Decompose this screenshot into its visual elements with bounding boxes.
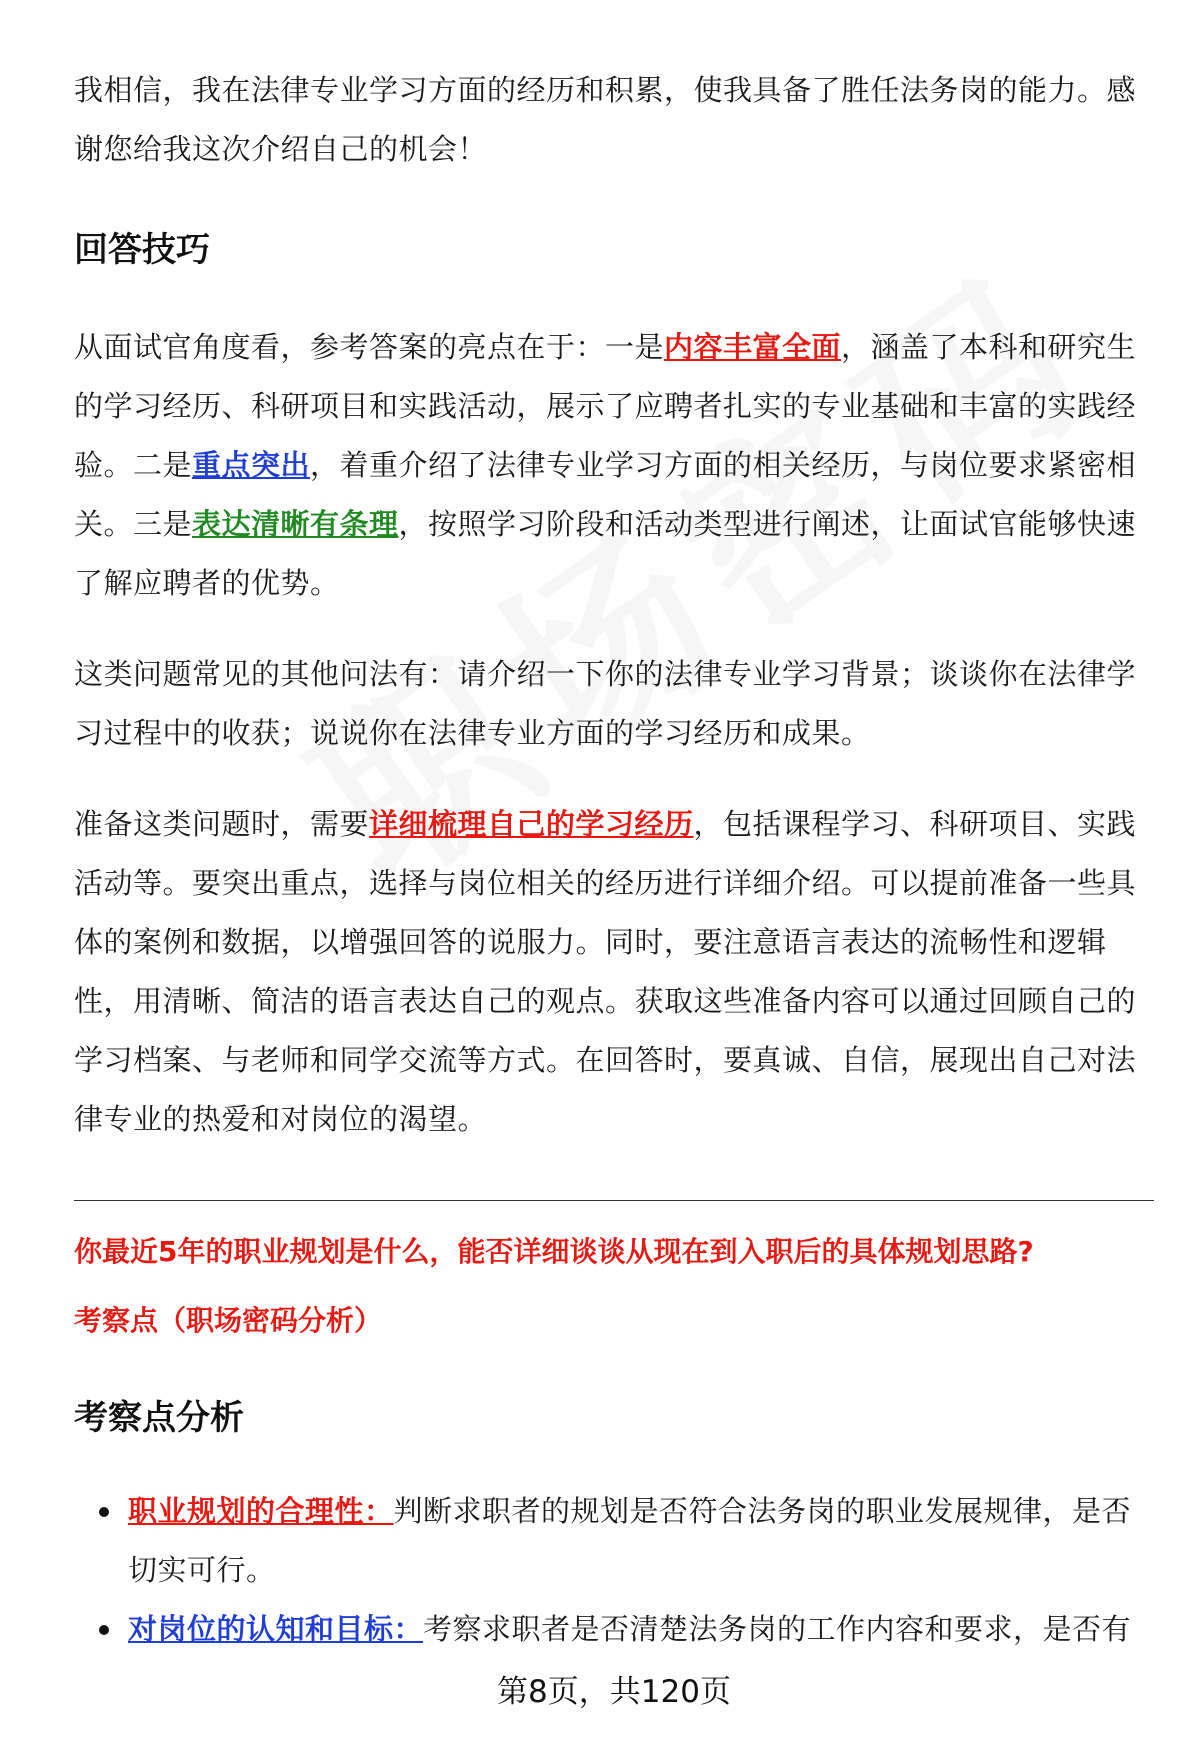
- text-run: 准备这类问题时，需要: [74, 807, 370, 841]
- assessment-label: 考察点（职场密码分析）: [74, 1304, 383, 1337]
- bullet-text: 考察求职者是否清楚法务岗的工作内容和要求，是否有: [423, 1612, 1132, 1646]
- text-run: ，涵盖了本科和研究生的学习经历、科研项目和实践活动，展示了应聘者扎实的专业基础和丰富的实践经验。二是: [74, 330, 1137, 482]
- bullet-text: 判断求职者的规划是否符合法务岗的职业发展规律，是否切实可行。: [128, 1494, 1132, 1587]
- bullet-icon: [99, 1625, 109, 1635]
- tips-heading: 回答技巧: [74, 230, 210, 270]
- tips-paragraph-preparation: [74, 795, 1154, 1149]
- text-run: 从面试官角度看，参考答案的亮点在于：一是: [74, 330, 665, 364]
- tips-paragraph-variants: 这类问题常见的其他问法有：请介绍一下你的法律专业学习背景；谈谈你在法律学习过程中的收获；说说你在法律专业方面的学习经历和成果。: [74, 657, 1137, 750]
- analysis-list: [74, 1482, 1154, 1659]
- highlight-clear: 表达清晰有条理: [192, 507, 399, 541]
- highlight-focused: 重点突出: [192, 448, 311, 482]
- page-number: 第8页，共120页: [497, 1674, 731, 1710]
- bullet-label: 职业规划的合理性：: [128, 1494, 394, 1528]
- text-run: ，包括课程学习、科研项目、实践活动等。要突出重点，选择与岗位相关的经历进行详细介绍。可以提前准备一些具体的案例和数据，以增强回答的说服力。同时，要注意语言表达的流畅性和逻辑性，用清晰、简洁的语言表达自己的观点。获取这些准备内容可以通过回顾自己的学习档案、与老师和同学交流等方式。在回答时，要真诚、自信，展现出自己对法律专业的热爱和对岗位的渴望。: [74, 807, 1137, 1136]
- list-item: [74, 1482, 1154, 1600]
- highlight-review-experience: 详细梳理自己的学习经历: [369, 807, 694, 841]
- analysis-heading: 考察点分析: [74, 1398, 244, 1438]
- section-divider: [74, 1200, 1154, 1201]
- list-item: [74, 1600, 1154, 1659]
- bullet-label: 对岗位的认知和目标：: [128, 1612, 424, 1646]
- document-page: [74, 0, 1154, 1755]
- bullet-icon: [99, 1507, 109, 1517]
- intro-paragraph: 我相信，我在法律专业学习方面的经历和积累，使我具备了胜任法务岗的能力。感谢您给我这次介绍自己的机会！: [74, 73, 1137, 166]
- text-run: ，着重介绍了法律专业学习方面的相关经历，与岗位要求紧密相关。三是: [74, 448, 1137, 541]
- highlight-comprehensive: 内容丰富全面: [664, 330, 842, 364]
- text-run: ，按照学习阶段和活动类型进行阐述，让面试官能够快速了解应聘者的优势。: [74, 507, 1137, 600]
- tips-paragraph-highlights: [74, 318, 1154, 613]
- interview-question: 你最近5年的职业规划是什么，能否详细谈谈从现在到入职后的具体规划思路?: [74, 1235, 1034, 1268]
